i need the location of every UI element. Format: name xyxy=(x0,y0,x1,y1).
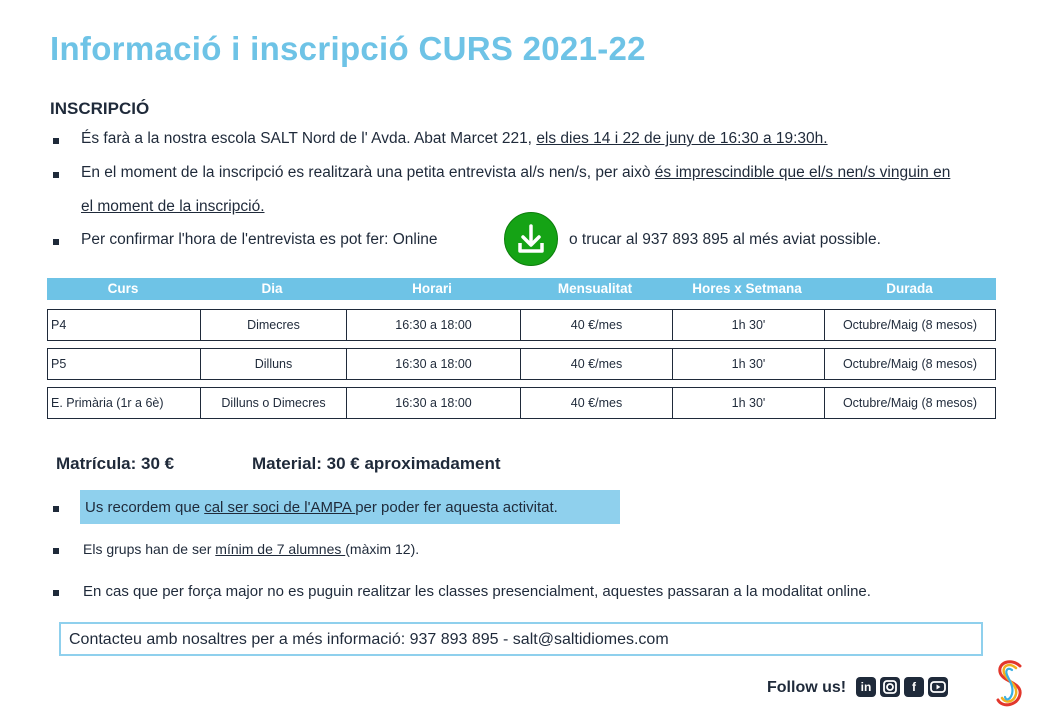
header-cell: Durada xyxy=(886,281,933,296)
note-text: (màxim 12). xyxy=(345,541,420,557)
table-cell: E. Primària (1r a 6è) xyxy=(51,396,164,410)
bullet-icon xyxy=(53,138,59,144)
note-text: Us recordem que xyxy=(85,499,205,516)
instagram-icon[interactable] xyxy=(880,677,900,697)
table-cell: 1h 30' xyxy=(672,388,824,418)
table-cell: 16:30 a 18:00 xyxy=(346,349,520,379)
bullet-underline: és imprescindible que el/s nen/s vinguin en xyxy=(654,164,951,181)
material-fee: Material: 30 € aproximadament xyxy=(252,454,501,473)
header-cell: Dia xyxy=(261,281,283,296)
note-underline: mínim de 7 alumnes xyxy=(215,541,346,557)
table-cell: Dimecres xyxy=(200,310,346,340)
header-cell: Curs xyxy=(107,281,139,296)
youtube-icon[interactable] xyxy=(928,677,948,697)
table-cell: Octubre/Maig (8 mesos) xyxy=(824,388,995,418)
matricula-fee: Matrícula: 30 € xyxy=(56,454,175,473)
table-cell: 40 €/mes xyxy=(520,388,672,418)
note-text: per poder fer aquesta activitat. xyxy=(355,499,558,516)
salt-logo-icon xyxy=(992,658,1028,712)
table-cell: 1h 30' xyxy=(672,310,824,340)
follow-label: Follow us! xyxy=(767,679,847,696)
bullet-icon xyxy=(53,172,59,178)
bullet-icon xyxy=(53,239,59,245)
linkedin-icon[interactable]: in xyxy=(856,677,876,697)
section-title: INSCRIPCIÓ xyxy=(50,99,150,118)
table-row xyxy=(47,348,996,380)
table-cell: 16:30 a 18:00 xyxy=(346,388,520,418)
bullet-icon xyxy=(53,548,59,554)
table-row xyxy=(47,309,996,341)
table-cell: Octubre/Maig (8 mesos) xyxy=(824,349,995,379)
bullet-underline: el moment de la inscripció. xyxy=(81,198,265,215)
table-cell: 40 €/mes xyxy=(520,310,672,340)
table-row xyxy=(47,387,996,419)
table-cell: Dilluns xyxy=(200,349,346,379)
contact-box xyxy=(59,622,983,656)
facebook-icon[interactable]: f xyxy=(904,677,924,697)
bullet-underline: els dies 14 i 22 de juny de 16:30 a 19:30h. xyxy=(536,130,828,147)
note-underline: cal ser soci de l'AMPA xyxy=(204,499,356,516)
contact-text: Contacteu amb nosaltres per a més informació: 937 893 895 - salt@saltidiomes.com xyxy=(69,631,669,648)
header-cell: Horari xyxy=(412,281,452,296)
bullet-text: o trucar al 937 893 895 al més aviat possible. xyxy=(569,231,881,248)
bullet-text: En el moment de la inscripció es realitzarà una petita entrevista al/s nen/s, per això xyxy=(81,164,655,181)
note-text: Els grups han de ser xyxy=(83,541,216,557)
table-cell: P5 xyxy=(51,357,67,371)
bullet-text: És farà a la nostra escola SALT Nord de l' Avda. Abat Marcet 221, xyxy=(81,130,537,147)
header-cell: Hores x Setmana xyxy=(692,281,802,296)
bullet-text: Per confirmar l'hora de l'entrevista es pot fer: Online xyxy=(81,231,438,248)
download-icon[interactable] xyxy=(504,212,558,266)
bullet-icon xyxy=(53,590,59,596)
table-cell: P4 xyxy=(51,318,67,332)
table-cell: 16:30 a 18:00 xyxy=(346,310,520,340)
table-cell: 40 €/mes xyxy=(520,349,672,379)
header-cell: Mensualitat xyxy=(557,281,633,296)
table-cell: Dilluns o Dimecres xyxy=(200,388,346,418)
table-header xyxy=(47,278,996,300)
page-title: Informació i inscripció CURS 2021-22 xyxy=(50,30,646,67)
table-cell: 1h 30' xyxy=(672,349,824,379)
bullet-icon xyxy=(53,506,59,512)
note-text: En cas que per força major no es puguin realitzar les classes presencialment, aquestes passaran a la modalitat online. xyxy=(83,583,871,600)
table-cell: Octubre/Maig (8 mesos) xyxy=(824,310,995,340)
